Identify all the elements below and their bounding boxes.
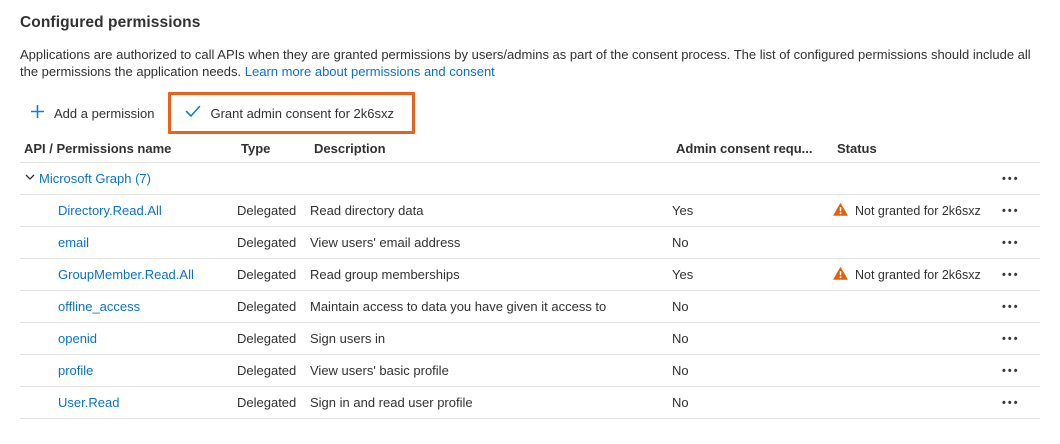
more-options-icon[interactable]: ••• xyxy=(1002,173,1020,185)
learn-more-link[interactable]: Learn more about permissions and consent xyxy=(244,64,495,79)
page-description xyxy=(20,46,1034,80)
more-options-icon[interactable]: ••• xyxy=(1002,205,1020,217)
permission-description: Sign users in xyxy=(310,331,386,346)
permission-name-link[interactable]: profile xyxy=(58,363,94,378)
permission-type: Delegated xyxy=(237,331,297,346)
status-text: Not granted for 2k6sxz xyxy=(855,267,981,282)
api-group-link[interactable]: Microsoft Graph (7) xyxy=(39,171,151,186)
more-options-icon[interactable]: ••• xyxy=(1002,333,1020,345)
status-text: Not granted for 2k6sxz xyxy=(855,203,981,218)
permission-row xyxy=(20,259,1040,291)
permission-row xyxy=(20,227,1040,259)
add-permission-label: Add a permission xyxy=(54,105,155,121)
permission-type: Delegated xyxy=(237,267,297,282)
admin-consent-required-value: No xyxy=(672,331,689,346)
permission-row xyxy=(20,291,1040,323)
header-admin-consent-required[interactable]: Admin consent requ... xyxy=(676,141,813,156)
header-type[interactable]: Type xyxy=(241,141,271,156)
table-header-row xyxy=(20,135,1040,163)
header-api-permissions-name[interactable]: API / Permissions name xyxy=(24,141,172,156)
header-status[interactable]: Status xyxy=(837,141,877,156)
more-options-icon[interactable]: ••• xyxy=(1002,269,1020,281)
more-options-icon[interactable]: ••• xyxy=(1002,365,1020,377)
admin-consent-required-value: Yes xyxy=(672,203,694,218)
warning-icon xyxy=(833,203,848,219)
permission-description: Read directory data xyxy=(310,203,424,218)
permission-description: Read group memberships xyxy=(310,267,460,282)
admin-consent-required-value: Yes xyxy=(672,267,694,282)
permission-type: Delegated xyxy=(237,299,297,314)
api-group-row-microsoft-graph[interactable] xyxy=(20,163,1040,195)
table-body xyxy=(20,195,1040,419)
admin-consent-required-value: No xyxy=(672,299,689,314)
permission-type: Delegated xyxy=(237,235,297,250)
plus-icon xyxy=(30,104,45,122)
permission-name-link[interactable]: Directory.Read.All xyxy=(58,203,162,218)
permission-type: Delegated xyxy=(237,203,297,218)
description-text: Applications are authorized to call APIs when they are granted permissions by users/admins as part of the consent process. The list of configured permissions should include all the permissions the application needs. xyxy=(20,47,1031,79)
permission-row xyxy=(20,387,1040,419)
grant-admin-consent-button[interactable] xyxy=(175,97,404,129)
permission-row xyxy=(20,195,1040,227)
permission-description: Maintain access to data you have given it access to xyxy=(310,299,607,314)
chevron-down-icon[interactable] xyxy=(24,171,36,186)
warning-icon xyxy=(833,267,848,283)
header-description[interactable]: Description xyxy=(314,141,386,156)
permission-type: Delegated xyxy=(237,363,297,378)
permission-description: View users' basic profile xyxy=(310,363,449,378)
permission-name-link[interactable]: email xyxy=(58,235,90,250)
grant-admin-consent-highlight-box xyxy=(168,92,415,134)
admin-consent-required-value: No xyxy=(672,235,689,250)
permission-row xyxy=(20,355,1040,387)
permission-name-link[interactable]: GroupMember.Read.All xyxy=(58,267,194,282)
permission-description: View users' email address xyxy=(310,235,461,250)
grant-admin-consent-label: Grant admin consent for 2k6sxz xyxy=(210,105,394,121)
permission-name-link[interactable]: User.Read xyxy=(58,395,120,410)
page-title: Configured permissions xyxy=(20,14,201,31)
check-icon xyxy=(185,105,201,121)
permission-description: Sign in and read user profile xyxy=(310,395,473,410)
permissions-table xyxy=(20,135,1040,419)
command-bar xyxy=(20,93,1040,133)
permission-row xyxy=(20,323,1040,355)
more-options-icon[interactable]: ••• xyxy=(1002,397,1020,409)
permission-name-link[interactable]: openid xyxy=(58,331,98,346)
more-options-icon[interactable]: ••• xyxy=(1002,301,1020,313)
permission-type: Delegated xyxy=(237,395,297,410)
more-options-icon[interactable]: ••• xyxy=(1002,237,1020,249)
permission-name-link[interactable]: offline_access xyxy=(58,299,141,314)
admin-consent-required-value: No xyxy=(672,363,689,378)
admin-consent-required-value: No xyxy=(672,395,689,410)
add-permission-button[interactable] xyxy=(20,96,164,130)
